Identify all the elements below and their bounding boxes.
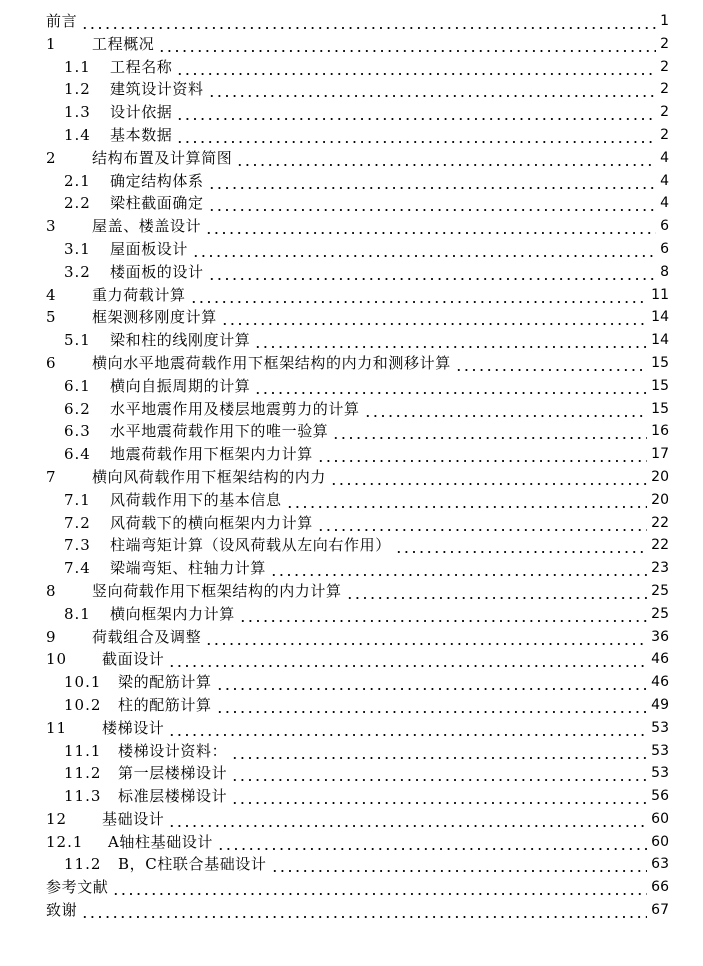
- toc-entry-number: 5.1: [64, 331, 91, 350]
- toc-entry[interactable]: [0, 147, 703, 170]
- toc-entry-title: 横向框架内力计算: [110, 604, 235, 623]
- toc-entry-title: 标准层楼梯设计: [118, 787, 228, 806]
- toc-entry-title: 楼梯设计: [102, 718, 165, 737]
- toc-entry-page-number: 1: [660, 13, 669, 29]
- toc-entry-title: 结构布置及计算简图: [92, 148, 233, 167]
- toc-entry-number: 7.4: [64, 559, 91, 578]
- toc-dot-leader: [168, 648, 647, 671]
- toc-entry-page-number: 22: [651, 514, 669, 531]
- toc-dot-leader: [231, 785, 647, 808]
- toc-entry-title: 横向水平地震荷载作用下框架结构的内力和测移计算: [92, 353, 451, 372]
- toc-entry-number: 1.4: [64, 125, 91, 144]
- toc-entry-number: 11: [46, 718, 68, 737]
- toc-entry-number: 1: [46, 34, 57, 53]
- toc-dot-leader: [216, 694, 648, 717]
- toc-entry[interactable]: [0, 443, 703, 466]
- toc-entry[interactable]: [0, 192, 703, 215]
- toc-entry-title: 致谢: [46, 901, 78, 920]
- toc-entry[interactable]: [0, 284, 703, 307]
- toc-dot-leader: [317, 512, 647, 535]
- toc-entry-page-number: 25: [651, 582, 669, 599]
- toc-entry-title: 工程名称: [110, 57, 173, 76]
- toc-entry[interactable]: [0, 671, 703, 694]
- toc-entry-page-number: 25: [651, 605, 669, 622]
- toc-dot-leader: [208, 261, 656, 284]
- toc-entry-page-number: 2: [660, 81, 669, 98]
- toc-entry-title: 重力荷载计算: [92, 285, 186, 304]
- toc-entry-number: 12: [46, 809, 68, 828]
- toc-entry-number: 6.2: [64, 399, 91, 418]
- toc-entry-page-number: 8: [660, 263, 669, 280]
- toc-entry[interactable]: [0, 352, 703, 375]
- toc-entry-page-number: 16: [651, 423, 669, 440]
- toc-dot-leader: [221, 306, 647, 329]
- toc-entry[interactable]: [0, 56, 703, 79]
- toc-dot-leader: [176, 124, 656, 147]
- toc-entry-page-number: 53: [651, 719, 669, 736]
- toc-entry-number: 8.1: [64, 604, 91, 623]
- toc-entry-number: 5: [46, 308, 57, 327]
- toc-entry-page-number: 53: [651, 742, 669, 759]
- toc-entry-title: 基本数据: [110, 125, 173, 144]
- toc-entry-page-number: 2: [660, 35, 669, 52]
- toc-dot-leader: [217, 831, 647, 854]
- toc-entry-number: 6: [46, 353, 57, 372]
- toc-dot-leader: [81, 10, 656, 33]
- toc-entry-title: A轴柱基础设计: [108, 832, 214, 851]
- toc-entry[interactable]: [0, 489, 703, 512]
- toc-entry-page-number: 53: [651, 765, 669, 782]
- toc-dot-leader: [168, 808, 647, 831]
- toc-entry-page-number: 20: [651, 468, 669, 485]
- toc-entry-title: B，C柱联合基础设计: [118, 855, 267, 874]
- toc-entry[interactable]: [0, 831, 703, 854]
- toc-entry[interactable]: [0, 420, 703, 443]
- toc-entry[interactable]: [0, 899, 703, 922]
- toc-dot-leader: [270, 557, 647, 580]
- toc-entry-title: 荷载组合及调整: [92, 627, 202, 646]
- toc-entry-title: 水平地震作用及楼层地震剪力的计算: [110, 399, 360, 418]
- toc-entry-page-number: 4: [660, 195, 669, 212]
- toc-entry-title: 横向风荷载作用下框架结构的内力: [92, 467, 327, 486]
- table-of-contents: [0, 10, 703, 922]
- toc-dot-leader: [254, 329, 647, 352]
- toc-entry-page-number: 2: [660, 58, 669, 75]
- toc-entry-number: 1.2: [64, 80, 91, 99]
- toc-entry-title: 参考文献: [46, 878, 109, 897]
- toc-entry-title: 横向自振周期的计算: [110, 376, 251, 395]
- toc-entry[interactable]: [0, 580, 703, 603]
- toc-entry[interactable]: [0, 33, 703, 56]
- toc-entry[interactable]: [0, 375, 703, 398]
- toc-entry-page-number: 15: [651, 354, 669, 371]
- toc-entry[interactable]: [0, 740, 703, 763]
- toc-entry-number: 8: [46, 581, 57, 600]
- toc-dot-leader: [395, 534, 647, 557]
- toc-entry-number: 7.1: [64, 490, 91, 509]
- toc-entry[interactable]: [0, 557, 703, 580]
- toc-dot-leader: [208, 170, 656, 193]
- toc-entry-number: 10.2: [64, 695, 102, 714]
- toc-entry-page-number: 20: [651, 491, 669, 508]
- toc-entry-title: 梁柱截面确定: [110, 194, 204, 213]
- toc-entry-page-number: 15: [651, 377, 669, 394]
- toc-entry-page-number: 2: [660, 126, 669, 143]
- toc-entry-number: 1.1: [64, 57, 91, 76]
- toc-entry-title: 楼面板的设计: [110, 262, 204, 281]
- toc-entry[interactable]: [0, 466, 703, 489]
- toc-dot-leader: [190, 284, 648, 307]
- toc-entry-title: 梁和柱的线刚度计算: [110, 331, 251, 350]
- toc-entry[interactable]: [0, 626, 703, 649]
- toc-entry-number: 3.2: [64, 262, 91, 281]
- toc-entry[interactable]: [0, 261, 703, 284]
- toc-dot-leader: [317, 443, 647, 466]
- toc-entry[interactable]: [0, 170, 703, 193]
- toc-entry-page-number: 60: [651, 833, 669, 850]
- toc-entry-title: 框架测移刚度计算: [92, 308, 217, 327]
- toc-entry-title: 第一层楼梯设计: [118, 764, 228, 783]
- toc-entry[interactable]: [0, 101, 703, 124]
- toc-entry-title: 前言: [46, 12, 78, 30]
- toc-entry-title: 柱的配筋计算: [118, 695, 212, 714]
- toc-entry-title: 确定结构体系: [110, 171, 204, 190]
- toc-entry-page-number: 67: [651, 902, 669, 919]
- toc-dot-leader: [286, 489, 648, 512]
- toc-entry-title: 截面设计: [102, 650, 165, 669]
- toc-entry-page-number: 14: [651, 309, 669, 326]
- toc-entry-title: 屋面板设计: [110, 239, 189, 258]
- toc-entry-number: 7: [46, 467, 57, 486]
- toc-dot-leader: [330, 466, 647, 489]
- toc-dot-leader: [216, 671, 648, 694]
- toc-entry-number: 7.2: [64, 513, 91, 532]
- toc-entry-title: 基础设计: [102, 809, 165, 828]
- toc-entry-number: 3.1: [64, 239, 91, 258]
- toc-entry-title: 地震荷载作用下框架内力计算: [110, 445, 313, 464]
- toc-entry[interactable]: [0, 534, 703, 557]
- toc-entry-title: 工程概况: [92, 34, 155, 53]
- toc-entry-page-number: 36: [651, 628, 669, 645]
- toc-dot-leader: [239, 603, 647, 626]
- toc-entry-number: 3: [46, 217, 57, 236]
- toc-entry-number: 11.2: [64, 855, 102, 874]
- toc-entry-title: 梁的配筋计算: [118, 673, 212, 692]
- toc-dot-leader: [455, 352, 647, 375]
- toc-entry-number: 2: [46, 148, 57, 167]
- toc-dot-leader: [205, 215, 656, 238]
- toc-entry-title: 建筑设计资料: [110, 80, 204, 99]
- toc-entry[interactable]: [0, 648, 703, 671]
- toc-dot-leader: [236, 147, 656, 170]
- toc-entry-page-number: 17: [651, 446, 669, 463]
- toc-entry-title: 水平地震荷载作用下的唯一验算: [110, 422, 329, 441]
- toc-entry-page-number: 56: [651, 788, 669, 805]
- toc-entry[interactable]: [0, 215, 703, 238]
- toc-entry-page-number: 14: [651, 332, 669, 349]
- toc-entry-number: 6.1: [64, 376, 91, 395]
- toc-entry[interactable]: [0, 603, 703, 626]
- toc-entry-title: 柱端弯矩计算（设风荷载从左向右作用）: [110, 536, 391, 555]
- toc-dot-leader: [332, 420, 647, 443]
- toc-entry[interactable]: [0, 694, 703, 717]
- toc-entry-number: 6.4: [64, 445, 91, 464]
- toc-dot-leader: [205, 626, 647, 649]
- toc-entry-number: 1.3: [64, 103, 91, 122]
- toc-entry[interactable]: [0, 717, 703, 740]
- toc-dot-leader: [208, 78, 656, 101]
- toc-entry[interactable]: [0, 853, 703, 876]
- toc-entry-page-number: 4: [660, 172, 669, 189]
- toc-entry[interactable]: [0, 78, 703, 101]
- toc-entry-page-number: 11: [651, 286, 669, 303]
- toc-dot-leader: [192, 238, 656, 261]
- toc-entry-page-number: 66: [651, 879, 669, 896]
- toc-entry-number: 6.3: [64, 422, 91, 441]
- toc-entry[interactable]: [0, 329, 703, 352]
- toc-dot-leader: [271, 853, 648, 876]
- toc-entry-number: 7.3: [64, 536, 91, 555]
- toc-entry[interactable]: [0, 124, 703, 147]
- toc-entry[interactable]: [0, 512, 703, 535]
- toc-entry-title: 竖向荷载作用下框架结构的内力计算: [92, 581, 342, 600]
- toc-entry[interactable]: [0, 762, 703, 785]
- toc-entry-page-number: 46: [651, 651, 669, 668]
- toc-entry-number: 9: [46, 627, 57, 646]
- toc-entry-title: 风荷载下的横向框架内力计算: [110, 513, 313, 532]
- toc-entry-page-number: 49: [651, 696, 669, 713]
- toc-dot-leader: [231, 762, 647, 785]
- toc-entry-number: 10: [46, 650, 68, 669]
- toc-entry-page-number: 6: [660, 240, 669, 257]
- toc-entry-title: 设计依据: [110, 103, 173, 122]
- toc-dot-leader: [364, 398, 648, 421]
- toc-entry[interactable]: [0, 808, 703, 831]
- toc-entry-title: 楼梯设计资料：: [118, 741, 228, 760]
- toc-entry[interactable]: [0, 238, 703, 261]
- toc-entry-page-number: 60: [651, 810, 669, 827]
- toc-dot-leader: [346, 580, 648, 603]
- toc-entry-page-number: 46: [651, 674, 669, 691]
- toc-dot-leader: [112, 876, 647, 899]
- toc-entry-page-number: 4: [660, 149, 669, 166]
- toc-entry-page-number: 63: [651, 856, 669, 873]
- toc-entry[interactable]: [0, 306, 703, 329]
- toc-dot-leader: [176, 56, 656, 79]
- toc-entry-page-number: 15: [651, 400, 669, 417]
- toc-entry[interactable]: [0, 10, 703, 33]
- toc-entry-number: 2.1: [64, 171, 91, 190]
- toc-entry-number: 10.1: [64, 673, 102, 692]
- toc-entry-page-number: 22: [651, 537, 669, 554]
- toc-entry-number: 2.2: [64, 194, 91, 213]
- toc-entry-page-number: 2: [660, 104, 669, 121]
- toc-entry-number: 11.3: [64, 787, 102, 806]
- toc-entry-number: 11.2: [64, 764, 102, 783]
- toc-dot-leader: [208, 192, 656, 215]
- toc-dot-leader: [158, 33, 656, 56]
- toc-entry-title: 梁端弯矩、柱轴力计算: [110, 559, 267, 578]
- toc-dot-leader: [176, 101, 656, 124]
- toc-entry-number: 12.1: [46, 832, 84, 851]
- toc-entry[interactable]: [0, 398, 703, 421]
- toc-dot-leader: [254, 375, 647, 398]
- toc-entry[interactable]: [0, 876, 703, 899]
- toc-entry-title: 风荷载作用下的基本信息: [110, 490, 282, 509]
- toc-entry-page-number: 23: [651, 560, 669, 577]
- toc-entry-number: 4: [46, 285, 57, 304]
- toc-dot-leader: [81, 899, 647, 922]
- toc-entry-number: 11.1: [64, 741, 102, 760]
- toc-entry-page-number: 6: [660, 218, 669, 235]
- toc-dot-leader: [168, 717, 647, 740]
- toc-entry[interactable]: [0, 785, 703, 808]
- toc-dot-leader: [231, 740, 647, 763]
- toc-entry-title: 屋盖、楼盖设计: [92, 217, 202, 236]
